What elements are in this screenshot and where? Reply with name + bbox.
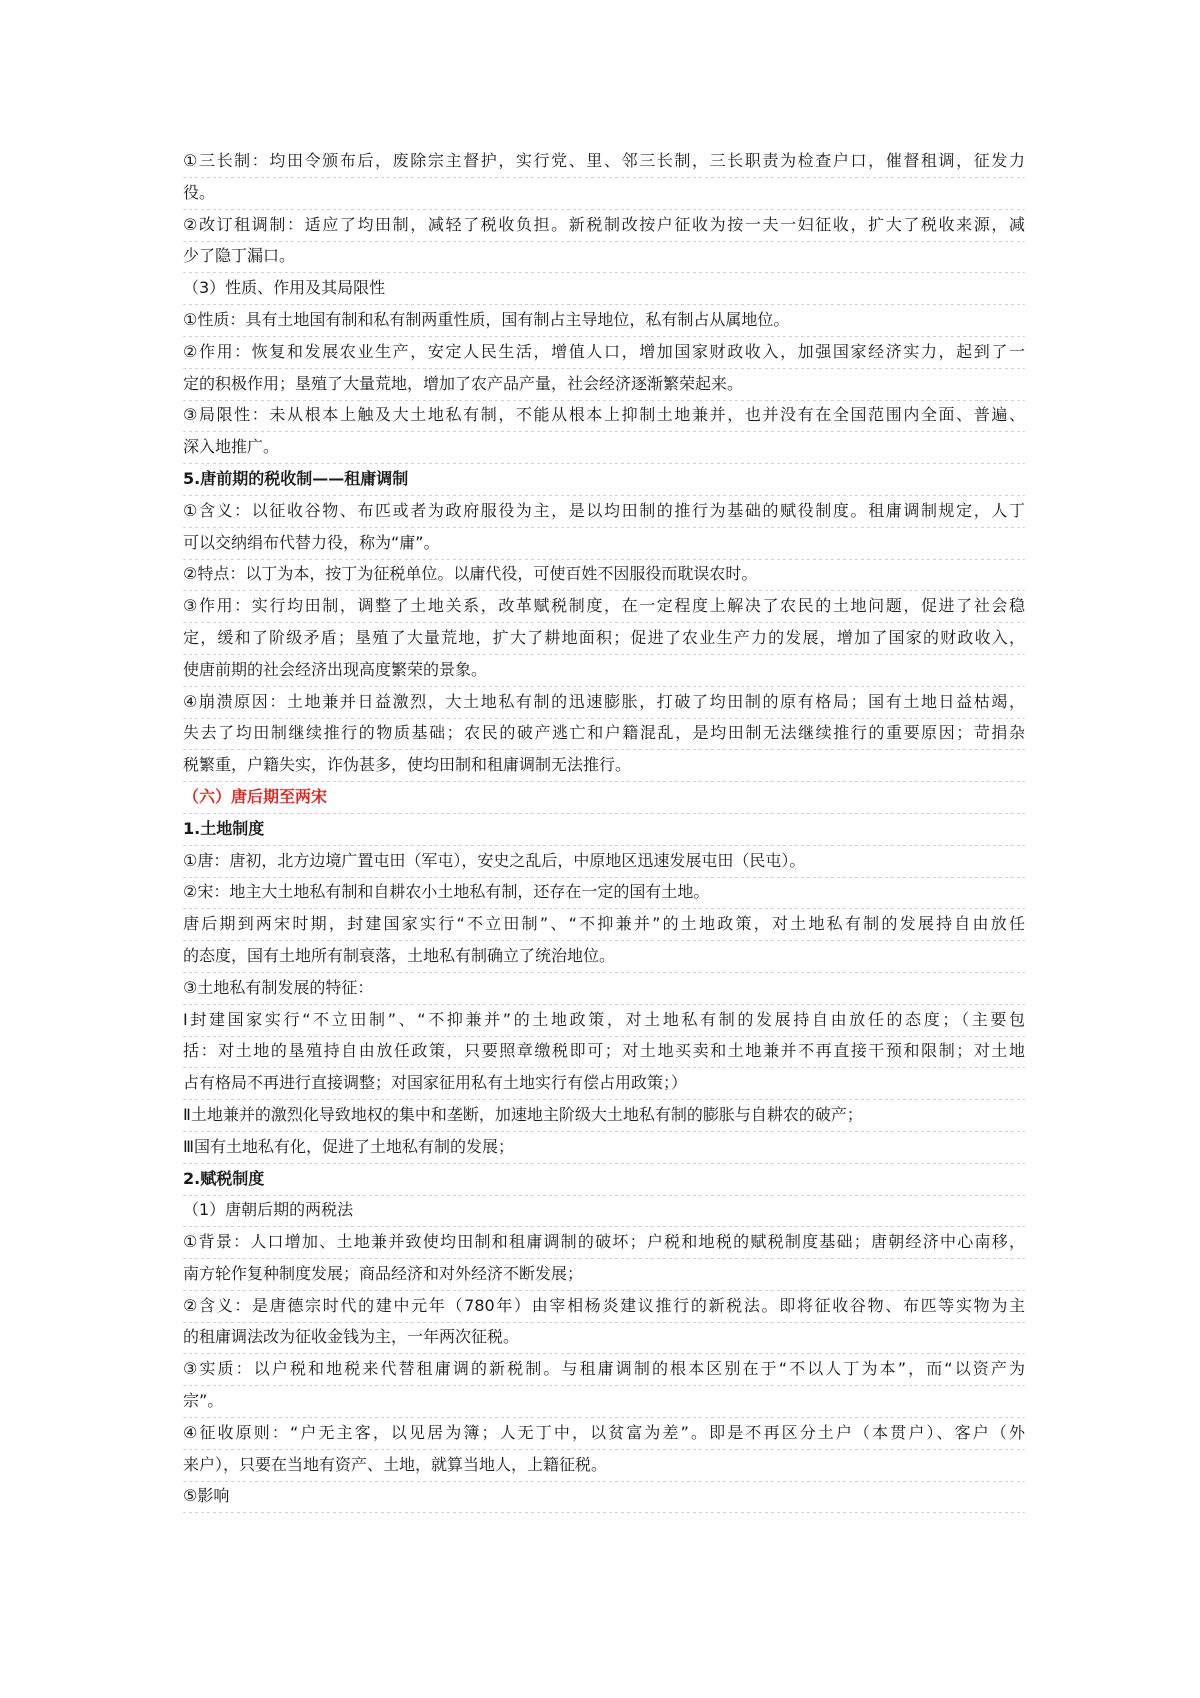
text-line: Ⅰ封建国家实行“不立田制”、“不抑兼并”的土地政策，对土地私有制的发展持自由放任的态度；（主要包	[183, 1007, 1025, 1039]
text-line: ②特点：以丁为本，按丁为征税单位。以庸代役，可使百姓不因服役而耽误农时。	[183, 561, 1025, 593]
text-line: 的态度，国有土地所有制衰落，土地私有制确立了统治地位。	[183, 943, 1025, 975]
text-line: ①唐：唐初，北方边境广置屯田（军屯），安史之乱后，中原地区迅速发展屯田（民屯）。	[183, 848, 1025, 880]
text-line: ②含义：是唐德宗时代的建中元年（780年）由宰相杨炎建议推行的新税法。即将征收谷物、布匹等实物为主	[183, 1293, 1025, 1325]
text-line: ④崩溃原因：土地兼并日益激烈，大土地私有制的迅速膨胀，打破了均田制的原有格局；国有土地日益枯竭，	[183, 689, 1025, 721]
text-line: ①三长制：均田令颁布后，废除宗主督护，实行党、里、邻三长制，三长职责为检查户口，催督租调，征发力	[183, 148, 1025, 180]
text-line: （1）唐朝后期的两税法	[183, 1197, 1025, 1229]
text-line: 宗”。	[183, 1388, 1025, 1420]
text-line: 定的积极作用；垦殖了大量荒地，增加了农产品产量，社会经济逐渐繁荣起来。	[183, 371, 1025, 403]
text-line: 使唐前期的社会经济出现高度繁荣的景象。	[183, 657, 1025, 689]
text-line: ②宋：地主大土地私有制和自耕农小土地私有制，还存在一定的国有土地。	[183, 879, 1025, 911]
text-line: 少了隐丁漏口。	[183, 243, 1025, 275]
text-line: 唐后期到两宋时期，封建国家实行“不立田制”、“不抑兼并”的土地政策，对土地私有制的发展持自由放任	[183, 911, 1025, 943]
text-line: 占有格局不再进行直接调整；对国家征用私有土地实行有偿占用政策；）	[183, 1070, 1025, 1102]
text-line: ②作用：恢复和发展农业生产，安定人民生活，增值人口，增加国家财政收入，加强国家经济实力，起到了一	[183, 339, 1025, 371]
text-line: 可以交纳绢布代替力役，称为“庸”。	[183, 530, 1025, 562]
text-line: ②改订租调制：适应了均田制，减轻了税收负担。新税制改按户征收为按一夫一妇征收，扩大了税收来源，减	[183, 212, 1025, 244]
text-line: ③作用：实行均田制，调整了土地关系，改革赋税制度，在一定程度上解决了农民的土地问题，促进了社会稳	[183, 593, 1025, 625]
text-line: ③实质：以户税和地税来代替租庸调的新税制。与租庸调制的根本区别在于“不以人丁为本”，而“以资产为	[183, 1356, 1025, 1388]
text-line: 括：对土地的垦殖持自由放任政策，只要照章缴税即可；对土地买卖和土地兼并不再直接干预和限制；对土地	[183, 1038, 1025, 1070]
text-line: ⑤影响	[183, 1483, 1025, 1515]
text-line: ③土地私有制发展的特征：	[183, 975, 1025, 1007]
text-line: （3）性质、作用及其局限性	[183, 275, 1025, 307]
text-line: 的租庸调法改为征收金钱为主，一年两次征税。	[183, 1324, 1025, 1356]
text-line: ④征收原则：“户无主客，以见居为簿；人无丁中，以贫富为差”。即是不再区分土户（本贯户）、客户（外	[183, 1420, 1025, 1452]
text-line: ①含义：以征收谷物、布匹或者为政府服役为主，是以均田制的推行为基础的赋役制度。租庸调制规定，人丁	[183, 498, 1025, 530]
text-line: 失去了均田制继续推行的物质基础；农民的破产逃亡和户籍混乱，是均田制无法继续推行的重要原因；苛捐杂	[183, 720, 1025, 752]
text-line: 2.赋税制度	[183, 1166, 1025, 1198]
text-line: ①性质：具有土地国有制和私有制两重性质，国有制占主导地位，私有制占从属地位。	[183, 307, 1025, 339]
text-line: 南方轮作复种制度发展；商品经济和对外经济不断发展；	[183, 1261, 1025, 1293]
text-line: Ⅲ国有土地私有化，促进了土地私有制的发展；	[183, 1134, 1025, 1166]
text-line: ③局限性：未从根本上触及大土地私有制，不能从根本上抑制土地兼并，也并没有在全国范围内全面、普遍、	[183, 402, 1025, 434]
text-line: ①背景：人口增加、土地兼并致使均田制和租庸调制的破坏；户税和地税的赋税制度基础；唐朝经济中心南移，	[183, 1229, 1025, 1261]
text-line: 役。	[183, 180, 1025, 212]
text-line: 深入地推广。	[183, 434, 1025, 466]
text-line: 定，缓和了阶级矛盾；垦殖了大量荒地，扩大了耕地面积；促进了农业生产力的发展，增加了国家的财政收入，	[183, 625, 1025, 657]
text-line: 来户），只要在当地有资产、土地，就算当地人，上籍征税。	[183, 1452, 1025, 1484]
text-line: 5.唐前期的税收制——租庸调制	[183, 466, 1025, 498]
text-line: （六）唐后期至两宋	[183, 784, 1025, 816]
text-line: Ⅱ土地兼并的激烈化导致地权的集中和垄断，加速地主阶级大土地私有制的膨胀与自耕农的破产；	[183, 1102, 1025, 1134]
text-line: 1.土地制度	[183, 816, 1025, 848]
text-line: 税繁重，户籍失实，诈伪甚多，使均田制和租庸调制无法推行。	[183, 752, 1025, 784]
document-page	[183, 148, 1025, 1515]
